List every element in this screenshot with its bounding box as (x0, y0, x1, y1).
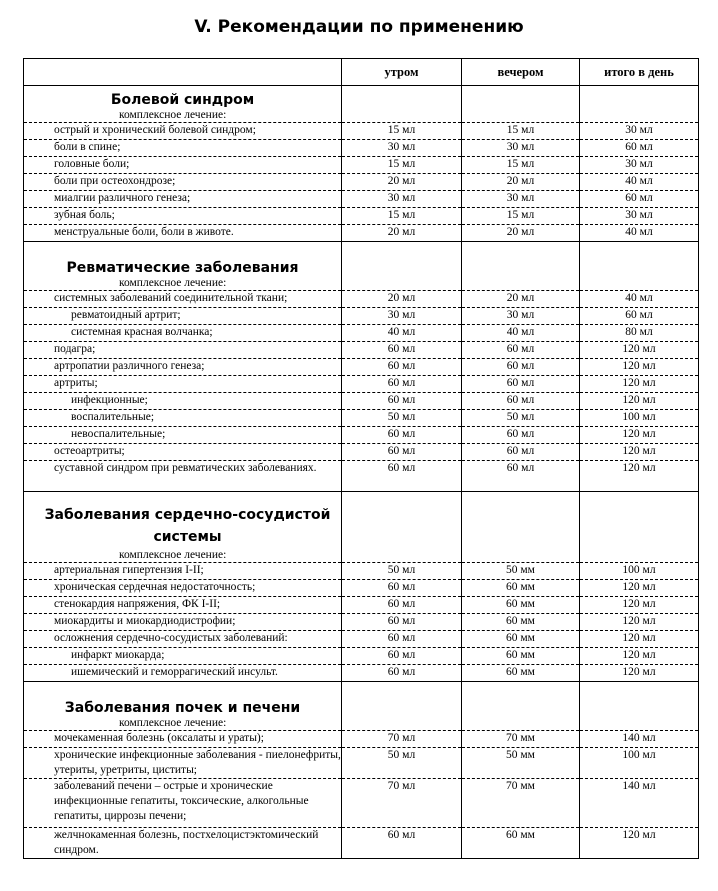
row-morning: 30 мл (342, 308, 462, 325)
header-condition (24, 59, 342, 86)
table-row (24, 828, 699, 859)
row-label: артриты; (24, 376, 342, 393)
row-morning: 60 мл (342, 580, 462, 597)
section-title: Болевой синдром (110, 92, 255, 108)
row-total: 60 мл (580, 191, 699, 208)
section-subtitle: комплексное лечение: (119, 717, 227, 729)
row-total: 120 мл (580, 828, 699, 859)
table-row (24, 648, 699, 665)
row-total: 140 мл (580, 731, 699, 748)
row-label: боли при остеохондрозе; (24, 174, 342, 191)
row-morning: 60 мл (342, 444, 462, 461)
row-evening: 50 мм (462, 563, 580, 580)
table-row (24, 359, 699, 376)
table-row (24, 225, 699, 242)
table-row (24, 631, 699, 648)
row-evening: 60 мм (462, 580, 580, 597)
row-label: стенокардия напряжения, ФК I-II; (24, 597, 342, 614)
section-pain (24, 86, 699, 242)
row-evening: 60 мм (462, 631, 580, 648)
table-row (24, 731, 699, 748)
table-row (24, 208, 699, 225)
row-evening: 60 мл (462, 376, 580, 393)
table-header-row (24, 59, 699, 86)
row-label: мочекаменная болезнь (оксалаты и ураты); (24, 731, 342, 748)
row-morning: 70 мл (342, 779, 462, 828)
section-rheumatic (24, 254, 699, 492)
row-total: 100 мл (580, 748, 699, 779)
table-row (24, 597, 699, 614)
row-label: осложнения сердечно-сосудистых заболеваний: (24, 631, 342, 648)
row-evening: 60 мм (462, 665, 580, 682)
row-total: 80 мл (580, 325, 699, 342)
row-morning: 60 мл (342, 597, 462, 614)
row-label: подагра; (24, 342, 342, 359)
row-morning: 20 мл (342, 291, 462, 308)
row-morning: 30 мл (342, 191, 462, 208)
table-row (24, 123, 699, 140)
row-label: остеоартриты; (24, 444, 342, 461)
row-evening: 50 мл (462, 410, 580, 427)
row-evening: 60 мл (462, 359, 580, 376)
row-label: хроническая сердечная недостаточность; (24, 580, 342, 597)
row-evening: 20 мл (462, 225, 580, 242)
row-evening: 15 мл (462, 123, 580, 140)
row-label: миокардиты и миокардиодистрофии; (24, 614, 342, 631)
row-label: инфекционные; (24, 393, 342, 410)
table-row (24, 563, 699, 580)
table-row (24, 191, 699, 208)
row-morning: 60 мл (342, 359, 462, 376)
table-row (24, 779, 699, 828)
table-row (24, 308, 699, 325)
table-row (24, 461, 699, 492)
table-row (24, 157, 699, 174)
row-evening: 70 мм (462, 779, 580, 828)
row-morning: 40 мл (342, 325, 462, 342)
row-total: 120 мл (580, 580, 699, 597)
table-row (24, 580, 699, 597)
row-label: желчнокаменная болезнь, постхелоцистэктомический синдром. (24, 828, 342, 859)
table-row (24, 376, 699, 393)
row-label: острый и хронический болевой синдром; (24, 123, 342, 140)
table-row (24, 174, 699, 191)
row-total: 40 мл (580, 174, 699, 191)
table-row (24, 748, 699, 779)
row-total: 120 мл (580, 648, 699, 665)
row-label: невоспалительные; (24, 427, 342, 444)
row-total: 120 мл (580, 376, 699, 393)
row-label: инфаркт миокарда; (24, 648, 342, 665)
row-evening: 60 мл (462, 461, 580, 492)
row-morning: 60 мл (342, 393, 462, 410)
row-morning: 50 мл (342, 410, 462, 427)
section-cardiovascular (24, 504, 699, 682)
section-title: Заболевания почек и печени (64, 700, 301, 716)
section-subtitle: комплексное лечение: (119, 109, 227, 121)
row-label: хронические инфекционные заболевания - пиелонефриты, утериты, уретриты, циститы; (24, 748, 342, 779)
section-title: Ревматические заболевания (66, 260, 299, 276)
row-label: воспалительные; (24, 410, 342, 427)
row-morning: 30 мл (342, 140, 462, 157)
row-label: системная красная волчанка; (24, 325, 342, 342)
row-evening: 15 мл (462, 157, 580, 174)
row-morning: 50 мл (342, 748, 462, 779)
row-total: 120 мл (580, 359, 699, 376)
row-evening: 60 мм (462, 828, 580, 859)
row-evening: 30 мл (462, 140, 580, 157)
page-title: V. Рекомендации по применению (194, 17, 524, 37)
row-morning: 50 мл (342, 563, 462, 580)
row-evening: 30 мл (462, 191, 580, 208)
table-row (24, 140, 699, 157)
row-evening: 60 мл (462, 427, 580, 444)
row-morning: 60 мл (342, 342, 462, 359)
row-total: 60 мл (580, 140, 699, 157)
row-morning: 20 мл (342, 225, 462, 242)
header-morning: утром (342, 59, 462, 86)
table-row (24, 410, 699, 427)
row-label: миалгии различного генеза; (24, 191, 342, 208)
table-row (24, 427, 699, 444)
row-label: суставной синдром при ревматических заболеваниях. (24, 461, 342, 492)
row-morning: 20 мл (342, 174, 462, 191)
row-label: заболеваний печени – острые и хронические инфекционные гепатиты, токсические, алкогольные гепатиты, циррозы печени; (24, 779, 342, 828)
row-total: 120 мл (580, 665, 699, 682)
row-morning: 60 мл (342, 427, 462, 444)
table-row (24, 342, 699, 359)
header-total: итого в день (580, 59, 699, 86)
row-evening: 60 мм (462, 597, 580, 614)
row-evening: 60 мл (462, 393, 580, 410)
row-morning: 15 мл (342, 157, 462, 174)
row-total: 60 мл (580, 308, 699, 325)
row-total: 120 мл (580, 597, 699, 614)
table-row (24, 291, 699, 308)
row-morning: 60 мл (342, 828, 462, 859)
section-title: Заболевания сердечно-сосудистой системы (44, 507, 331, 545)
row-total: 140 мл (580, 779, 699, 828)
section-kidney-liver (24, 694, 699, 859)
row-label: головные боли; (24, 157, 342, 174)
row-label: зубная боль; (24, 208, 342, 225)
row-evening: 15 мл (462, 208, 580, 225)
row-label: боли в спине; (24, 140, 342, 157)
row-evening: 60 мл (462, 444, 580, 461)
row-total: 120 мл (580, 444, 699, 461)
row-total: 120 мл (580, 342, 699, 359)
row-evening: 20 мл (462, 174, 580, 191)
row-label: ишемический и геморрагический инсульт. (24, 665, 342, 682)
row-total: 30 мл (580, 208, 699, 225)
row-label: ревматоидный артрит; (24, 308, 342, 325)
row-label: артериальная гипертензия I-II; (24, 563, 342, 580)
row-total: 40 мл (580, 225, 699, 242)
table-row (24, 614, 699, 631)
section-subtitle: комплексное лечение: (119, 549, 227, 561)
table-row (24, 325, 699, 342)
row-label: системных заболеваний соединительной ткани; (24, 291, 342, 308)
row-label: менструальные боли, боли в животе. (24, 225, 342, 242)
row-evening: 30 мл (462, 308, 580, 325)
row-morning: 70 мл (342, 731, 462, 748)
row-total: 40 мл (580, 291, 699, 308)
row-morning: 15 мл (342, 208, 462, 225)
row-evening: 60 мм (462, 648, 580, 665)
row-evening: 60 мм (462, 614, 580, 631)
table-row (24, 393, 699, 410)
row-evening: 40 мл (462, 325, 580, 342)
row-morning: 60 мл (342, 461, 462, 492)
row-total: 120 мл (580, 393, 699, 410)
row-total: 100 мл (580, 410, 699, 427)
row-evening: 50 мм (462, 748, 580, 779)
row-label: артропатии различного генеза; (24, 359, 342, 376)
row-total: 120 мл (580, 461, 699, 492)
header-evening: вечером (462, 59, 580, 86)
table-row (24, 665, 699, 682)
row-total: 120 мл (580, 631, 699, 648)
row-total: 120 мл (580, 427, 699, 444)
row-morning: 60 мл (342, 631, 462, 648)
row-morning: 60 мл (342, 665, 462, 682)
row-total: 30 мл (580, 123, 699, 140)
table-row (24, 444, 699, 461)
section-subtitle: комплексное лечение: (119, 277, 227, 289)
row-evening: 20 мл (462, 291, 580, 308)
row-evening: 60 мл (462, 342, 580, 359)
row-morning: 60 мл (342, 614, 462, 631)
row-morning: 60 мл (342, 648, 462, 665)
row-evening: 70 мм (462, 731, 580, 748)
dosage-table (23, 58, 699, 859)
row-morning: 60 мл (342, 376, 462, 393)
row-total: 30 мл (580, 157, 699, 174)
row-total: 120 мл (580, 614, 699, 631)
row-total: 100 мл (580, 563, 699, 580)
row-morning: 15 мл (342, 123, 462, 140)
